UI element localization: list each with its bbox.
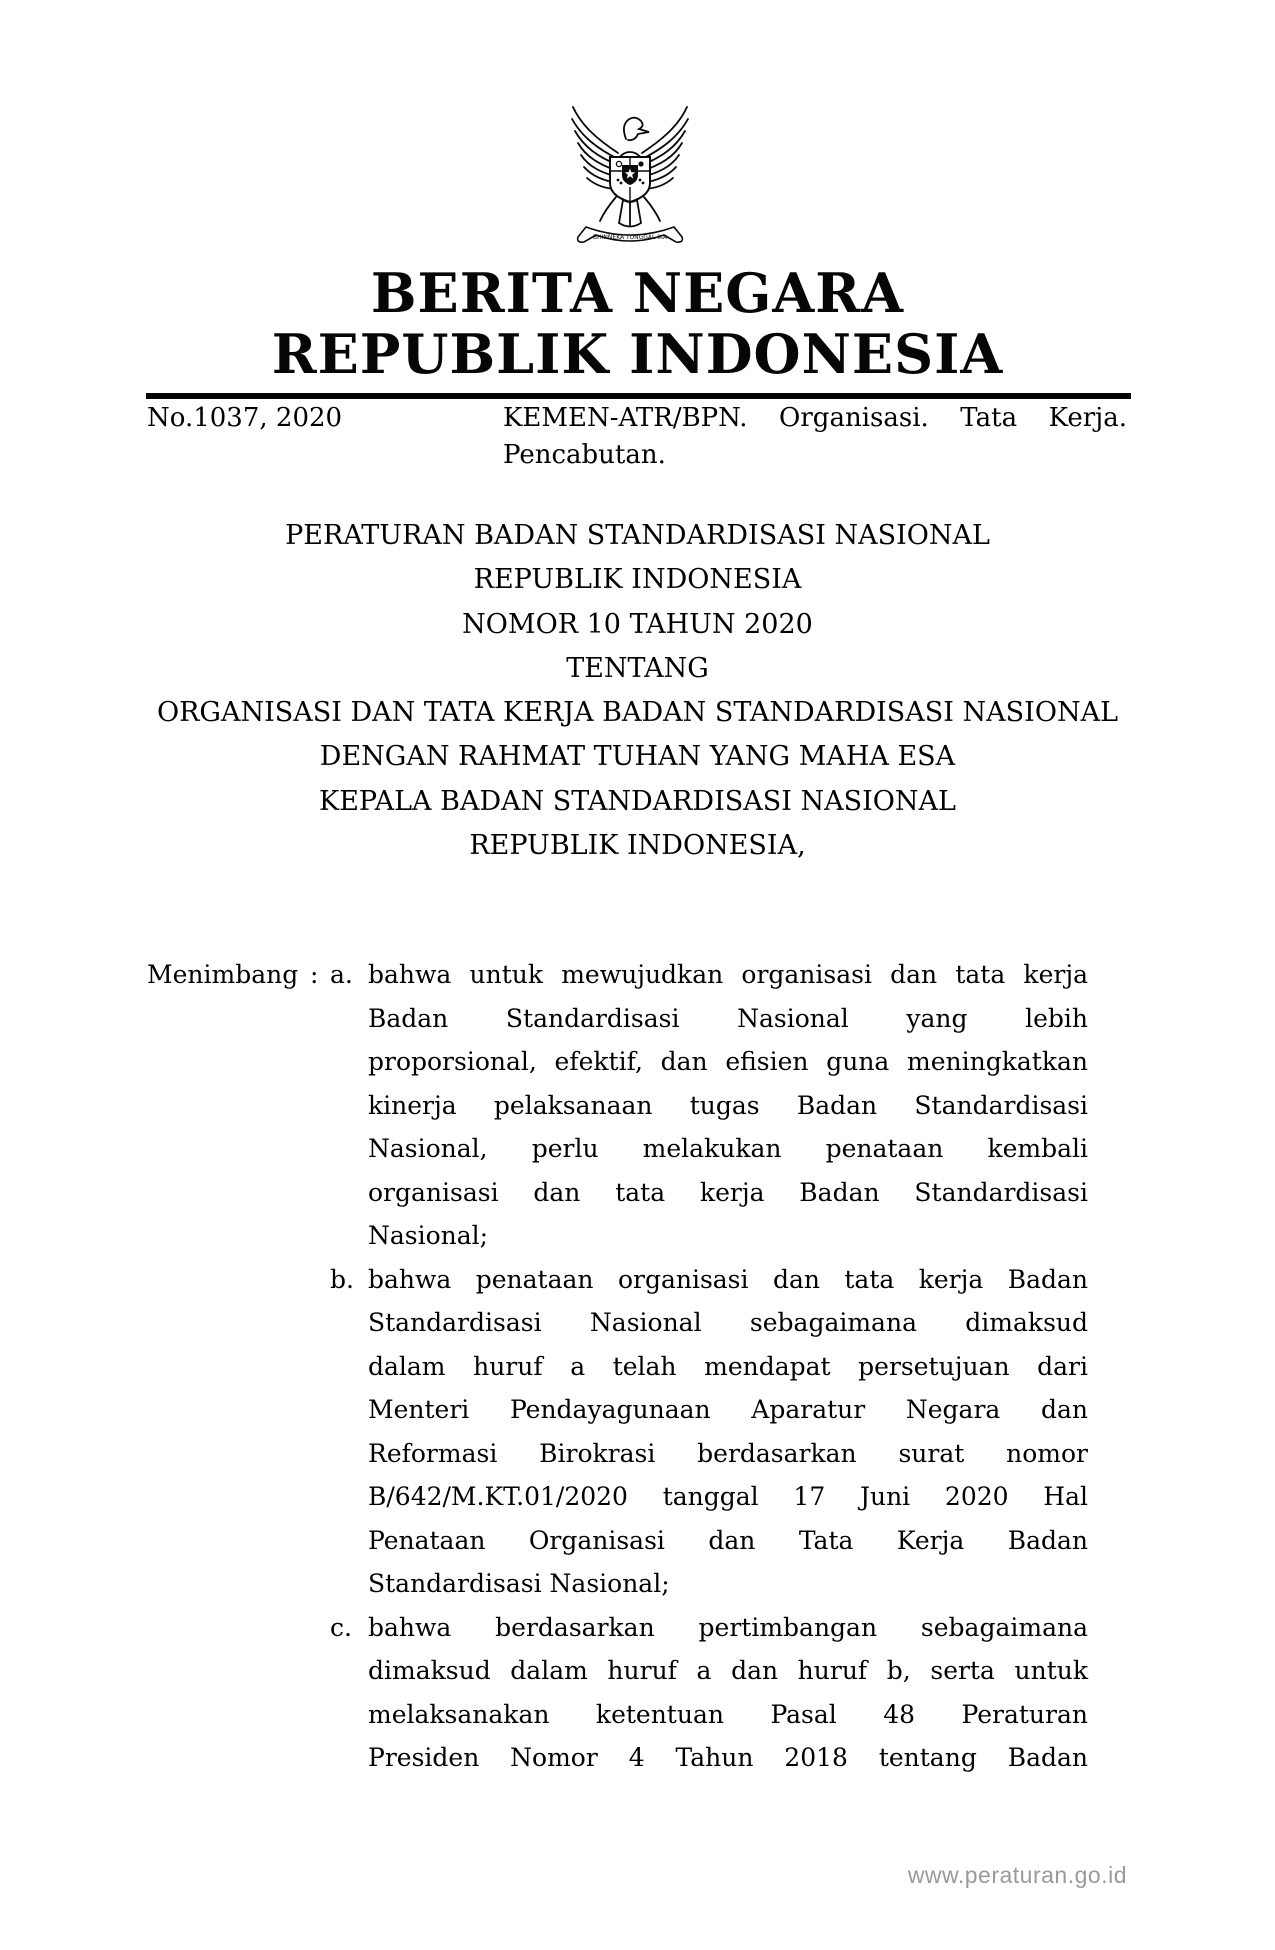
consideration-item-c xyxy=(330,1606,1088,1780)
item-text xyxy=(368,1606,1088,1780)
gazette-number: No.1037, 2020 xyxy=(147,403,343,433)
masthead-line-1: BERITA NEGARA xyxy=(370,261,905,325)
text-line: melaksanakan ketentuan Pasal 48 Peraturan xyxy=(368,1699,1088,1729)
garuda-pancasila-icon xyxy=(560,98,700,258)
text-line: Nasional, perlu melakukan penataan kembali xyxy=(368,1134,1088,1163)
text-line: Reformasi Birokrasi berdasarkan surat nomor xyxy=(368,1438,1088,1468)
masthead xyxy=(147,263,1128,385)
motto-ribbon xyxy=(578,227,683,242)
text-line: Badan Standardisasi Nasional yang lebih xyxy=(368,1003,1088,1033)
text-line: organisasi dan tata kerja Badan Standardisasi xyxy=(368,1177,1088,1207)
masthead-line-2: REPUBLIK INDONESIA xyxy=(271,322,1004,386)
text-line: ORGANISASI DAN TATA KERJA BADAN STANDARDISASI NASIONAL xyxy=(156,697,1119,729)
text-line: bahwa berdasarkan pertimbangan sebagaimana xyxy=(368,1612,1088,1642)
considerations-items xyxy=(330,953,1088,1780)
text-line: Standardisasi Nasional sebagaimana dimaksud xyxy=(368,1308,1088,1337)
text-line: Nasional; xyxy=(368,1221,489,1250)
item-letter: b. xyxy=(330,1264,354,1294)
text-line: NOMOR 10 TAHUN 2020 xyxy=(462,608,813,640)
pancasila-shield xyxy=(610,157,650,202)
eagle-head xyxy=(624,118,649,140)
text-line: REPUBLIK INDONESIA, xyxy=(469,830,806,862)
item-letter: a. xyxy=(330,960,353,989)
gazette-subject xyxy=(503,400,1127,474)
garuda-pancasila-emblem xyxy=(560,98,700,258)
source-url: www.peraturan.go.id xyxy=(907,1862,1127,1888)
text-line: PERATURAN BADAN STANDARDISASI NASIONAL xyxy=(285,520,990,551)
text-line: kinerja pelaksanaan tugas Badan Standardisasi xyxy=(368,1090,1088,1120)
masthead-rule xyxy=(146,393,1131,399)
text-line: KEPALA BADAN STANDARDISASI NASIONAL xyxy=(319,785,956,817)
item-text xyxy=(368,953,1088,1258)
text-line: DENGAN RAHMAT TUHAN YANG MAHA ESA xyxy=(319,741,956,773)
text-line: proporsional, efektif, dan efisien guna meningkatkan xyxy=(368,1047,1088,1076)
considerations-label: Menimbang xyxy=(147,960,299,989)
text-line: KEMEN-ATR/BPN. Organisasi. Tata Kerja. xyxy=(503,403,1127,433)
text-line: Menteri Pendayagunaan Aparatur Negara dan xyxy=(368,1395,1088,1424)
text-line: Presiden Nomor 4 Tahun 2018 tentang Badan xyxy=(368,1743,1088,1772)
text-line: dimaksud dalam huruf a dan huruf b, serta untuk xyxy=(368,1656,1088,1685)
motto-text: BHINNEKA TUNGGAL IKA xyxy=(593,234,667,241)
regulation-title-block xyxy=(147,514,1128,868)
consideration-item-a xyxy=(330,953,1088,1258)
item-text xyxy=(368,1258,1088,1606)
text-line: bahwa penataan organisasi dan tata kerja Badan xyxy=(368,1264,1088,1294)
text-line: Penataan Organisasi dan Tata Kerja Badan xyxy=(368,1525,1088,1555)
text-line: dalam huruf a telah mendapat persetujuan dari xyxy=(368,1351,1088,1381)
considerations-separator: : xyxy=(310,960,319,989)
item-letter: c. xyxy=(330,1612,352,1642)
text-line: bahwa untuk mewujudkan organisasi dan tata kerja xyxy=(368,960,1088,989)
consideration-item-b xyxy=(330,1258,1088,1606)
text-line: B/642/M.KT.01/2020 tanggal 17 Juni 2020 Hal xyxy=(368,1482,1088,1511)
text-line: Pencabutan. xyxy=(503,440,666,470)
text-line: Standardisasi Nasional; xyxy=(368,1569,670,1598)
text-line: TENTANG xyxy=(566,652,709,684)
text-line: REPUBLIK INDONESIA xyxy=(473,564,802,596)
